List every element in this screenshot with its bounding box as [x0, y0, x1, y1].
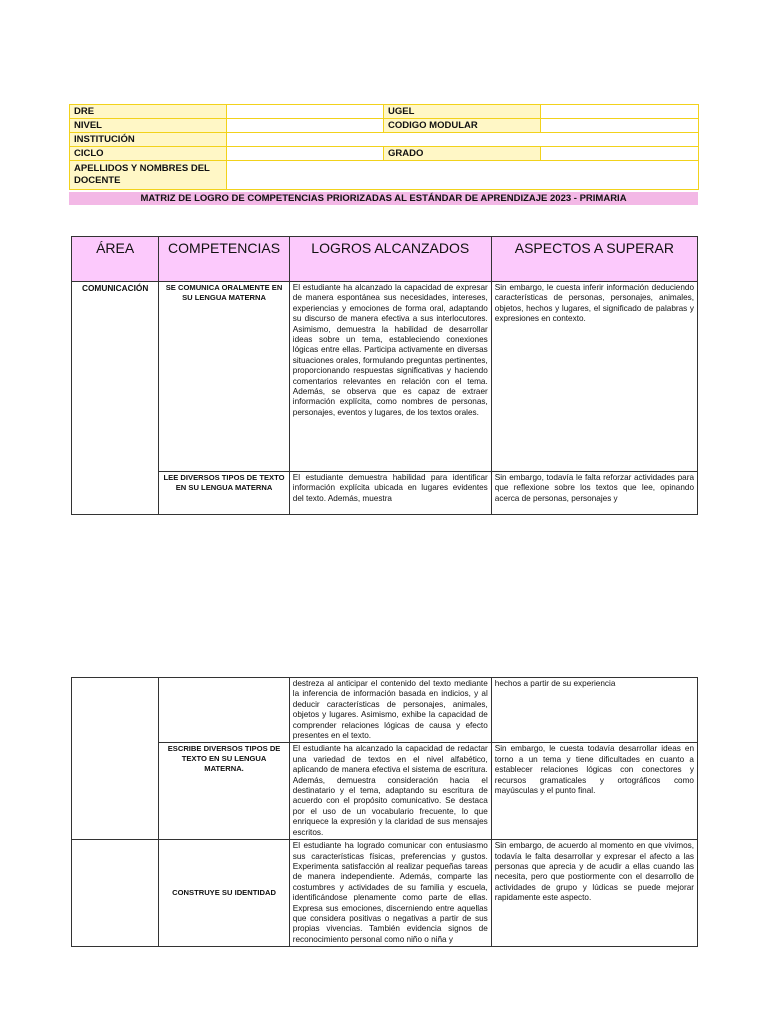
field-docente[interactable]: [227, 161, 699, 190]
col-header-competencias: COMPETENCIAS: [159, 237, 289, 282]
competencia-cell: CONSTRUYE SU IDENTIDAD: [159, 840, 289, 947]
logros-cell: destreza al anticipar el contenido del texto mediante la inferencia de información basada en indicios, y al deducir características de personajes, animales, objetos y lugares. Asimismo, exhibe la capacidad de comprender relaciones lógicas de causa y efecto presentes en el texto.: [289, 678, 491, 743]
matrix-header-row: [72, 237, 698, 282]
field-grado[interactable]: [541, 147, 699, 161]
matrix-table-page2: [71, 677, 698, 947]
area-cell: [72, 840, 159, 947]
field-codigo-modular[interactable]: [541, 119, 699, 133]
matrix-table-page1: [71, 236, 698, 515]
table-row: [72, 743, 698, 840]
area-cell: [72, 678, 159, 840]
col-header-aspectos: ASPECTOS A SUPERAR: [491, 237, 697, 282]
logros-cell: El estudiante ha alcanzado la capacidad de redactar una variedad de textos en el nivel alfabético, aplicando de manera efectiva el sistema de escritura. Además, demuestra consideración hacia el destinatario y el tema, adaptando su escritura de acuerdo con el propósito comunicativo. Se destaca por el uso de un vocabulario frecuente, lo que enriquece la expresión y la claridad de sus mensajes escritos.: [289, 743, 491, 840]
competencia-cell: SE COMUNICA ORALMENTE EN SU LENGUA MATERNA: [159, 282, 289, 472]
aspectos-cell: Sin embargo, le cuesta todavía desarrollar ideas en torno a un tema y tiene dificultades en cuanto a establecer relaciones lógicas con conectores y recursos gramaticales y ortográficos como mayúsculas y el punto final.: [491, 743, 697, 840]
field-ciclo[interactable]: [227, 147, 384, 161]
competencia-cell: ESCRIBE DIVERSOS TIPOS DE TEXTO EN SU LENGUA MATERNA.: [159, 743, 289, 840]
logros-cell: El estudiante ha logrado comunicar con entusiasmo sus características físicas, preferencias y gustos. Experimenta satisfacción al realizar pequeñas tareas de manera independiente. Además, comparte las costumbres y actividades de su familia y escuela, identificándose plenamente como parte de ellas. Expresa sus emociones, discerniendo entre aquellas que considera positivas o negativas a partir de sus propias vivencias. También evidencia signos de reconocimiento personal como niño o niña y: [289, 840, 491, 947]
label-ugel: UGEL: [384, 105, 541, 119]
table-row: [72, 678, 698, 743]
logros-cell: [289, 472, 491, 515]
field-dre[interactable]: [227, 105, 384, 119]
competencia-text: LEE DIVERSOS TIPOS DE TEXTO EN SU LENGUA MATERNA: [163, 473, 285, 492]
col-header-area: ÁREA: [72, 237, 159, 282]
matrix-title: MATRIZ DE LOGRO DE COMPETENCIAS PRIORIZADAS AL ESTÁNDAR DE APRENDIZAJE 2023 - PRIMARIA: [69, 192, 698, 205]
aspectos-cell: [491, 472, 697, 515]
info-row-nivel: [70, 119, 699, 133]
table-row: [72, 472, 698, 515]
label-codigo-modular: CODIGO MODULAR: [384, 119, 541, 133]
aspectos-cell: Sin embargo, de acuerdo al momento en que vivimos, todavía le falta desarrollar y expresar el afecto a las personas que aprecia y de acudir a ellas cuando las necesita, pero que postiormente con el desarrollo de actividades de grupo y lúdicas se puede mejorar rapidamente este aspecto.: [491, 840, 697, 947]
table-row: [72, 282, 698, 472]
info-row-docente: [70, 161, 699, 190]
info-row-institucion: [70, 133, 699, 147]
label-institucion: INSTITUCIÓN: [70, 133, 227, 147]
aspectos-cell: Sin embargo, le cuesta inferir información deduciendo características de personas, personajes, animales, objetos, hechos y lugares, el significado de palabras y expresiones en contexto.: [491, 282, 697, 472]
label-dre: DRE: [70, 105, 227, 119]
label-ciclo: CICLO: [70, 147, 227, 161]
col-header-logros: LOGROS ALCANZADOS: [289, 237, 491, 282]
label-grado: GRADO: [384, 147, 541, 161]
field-nivel[interactable]: [227, 119, 384, 133]
table-row: [72, 840, 698, 947]
info-row-dre: [70, 105, 699, 119]
aspectos-cell: hechos a partir de su experiencia: [491, 678, 697, 743]
competencia-cell: [159, 472, 289, 515]
header-info-table: [69, 104, 699, 190]
competencia-cell: [159, 678, 289, 743]
field-ugel[interactable]: [541, 105, 699, 119]
field-institucion[interactable]: [227, 133, 699, 147]
label-docente: APELLIDOS Y NOMBRES DEL DOCENTE: [70, 161, 227, 190]
label-nivel: NIVEL: [70, 119, 227, 133]
info-row-ciclo: [70, 147, 699, 161]
aspectos-text: Sin embargo, todavía le falta reforzar actividades para que reflexione sobre los textos que lee, opinando acerca de personas, personajes y: [494, 473, 694, 503]
area-cell: COMUNICACIÓN: [72, 282, 159, 515]
logros-cell: El estudiante ha alcanzado la capacidad de expresar de manera espontánea sus necesidades, intereses, experiencias y emociones de forma oral, adaptando su discurso de manera efectiva a sus interlocutores. Asimismo, demuestra la habilidad de desarrollar ideas sobre un tema, estableciendo conexiones lógicas entre ellas. Participa activamente en diversas situaciones orales, formulando preguntas pertinentes, proporcionando respuestas significativas y haciendo comentarios relevantes en relación con el tema. Además, se observa que es capaz de extraer información explícita, como nombres de personas, personajes, eventos y lugares, de los textos orales.: [289, 282, 491, 472]
logros-text: El estudiante demuestra habilidad para identificar información explícita ubicada en lugares evidentes del texto. Además, muestra: [292, 473, 488, 503]
